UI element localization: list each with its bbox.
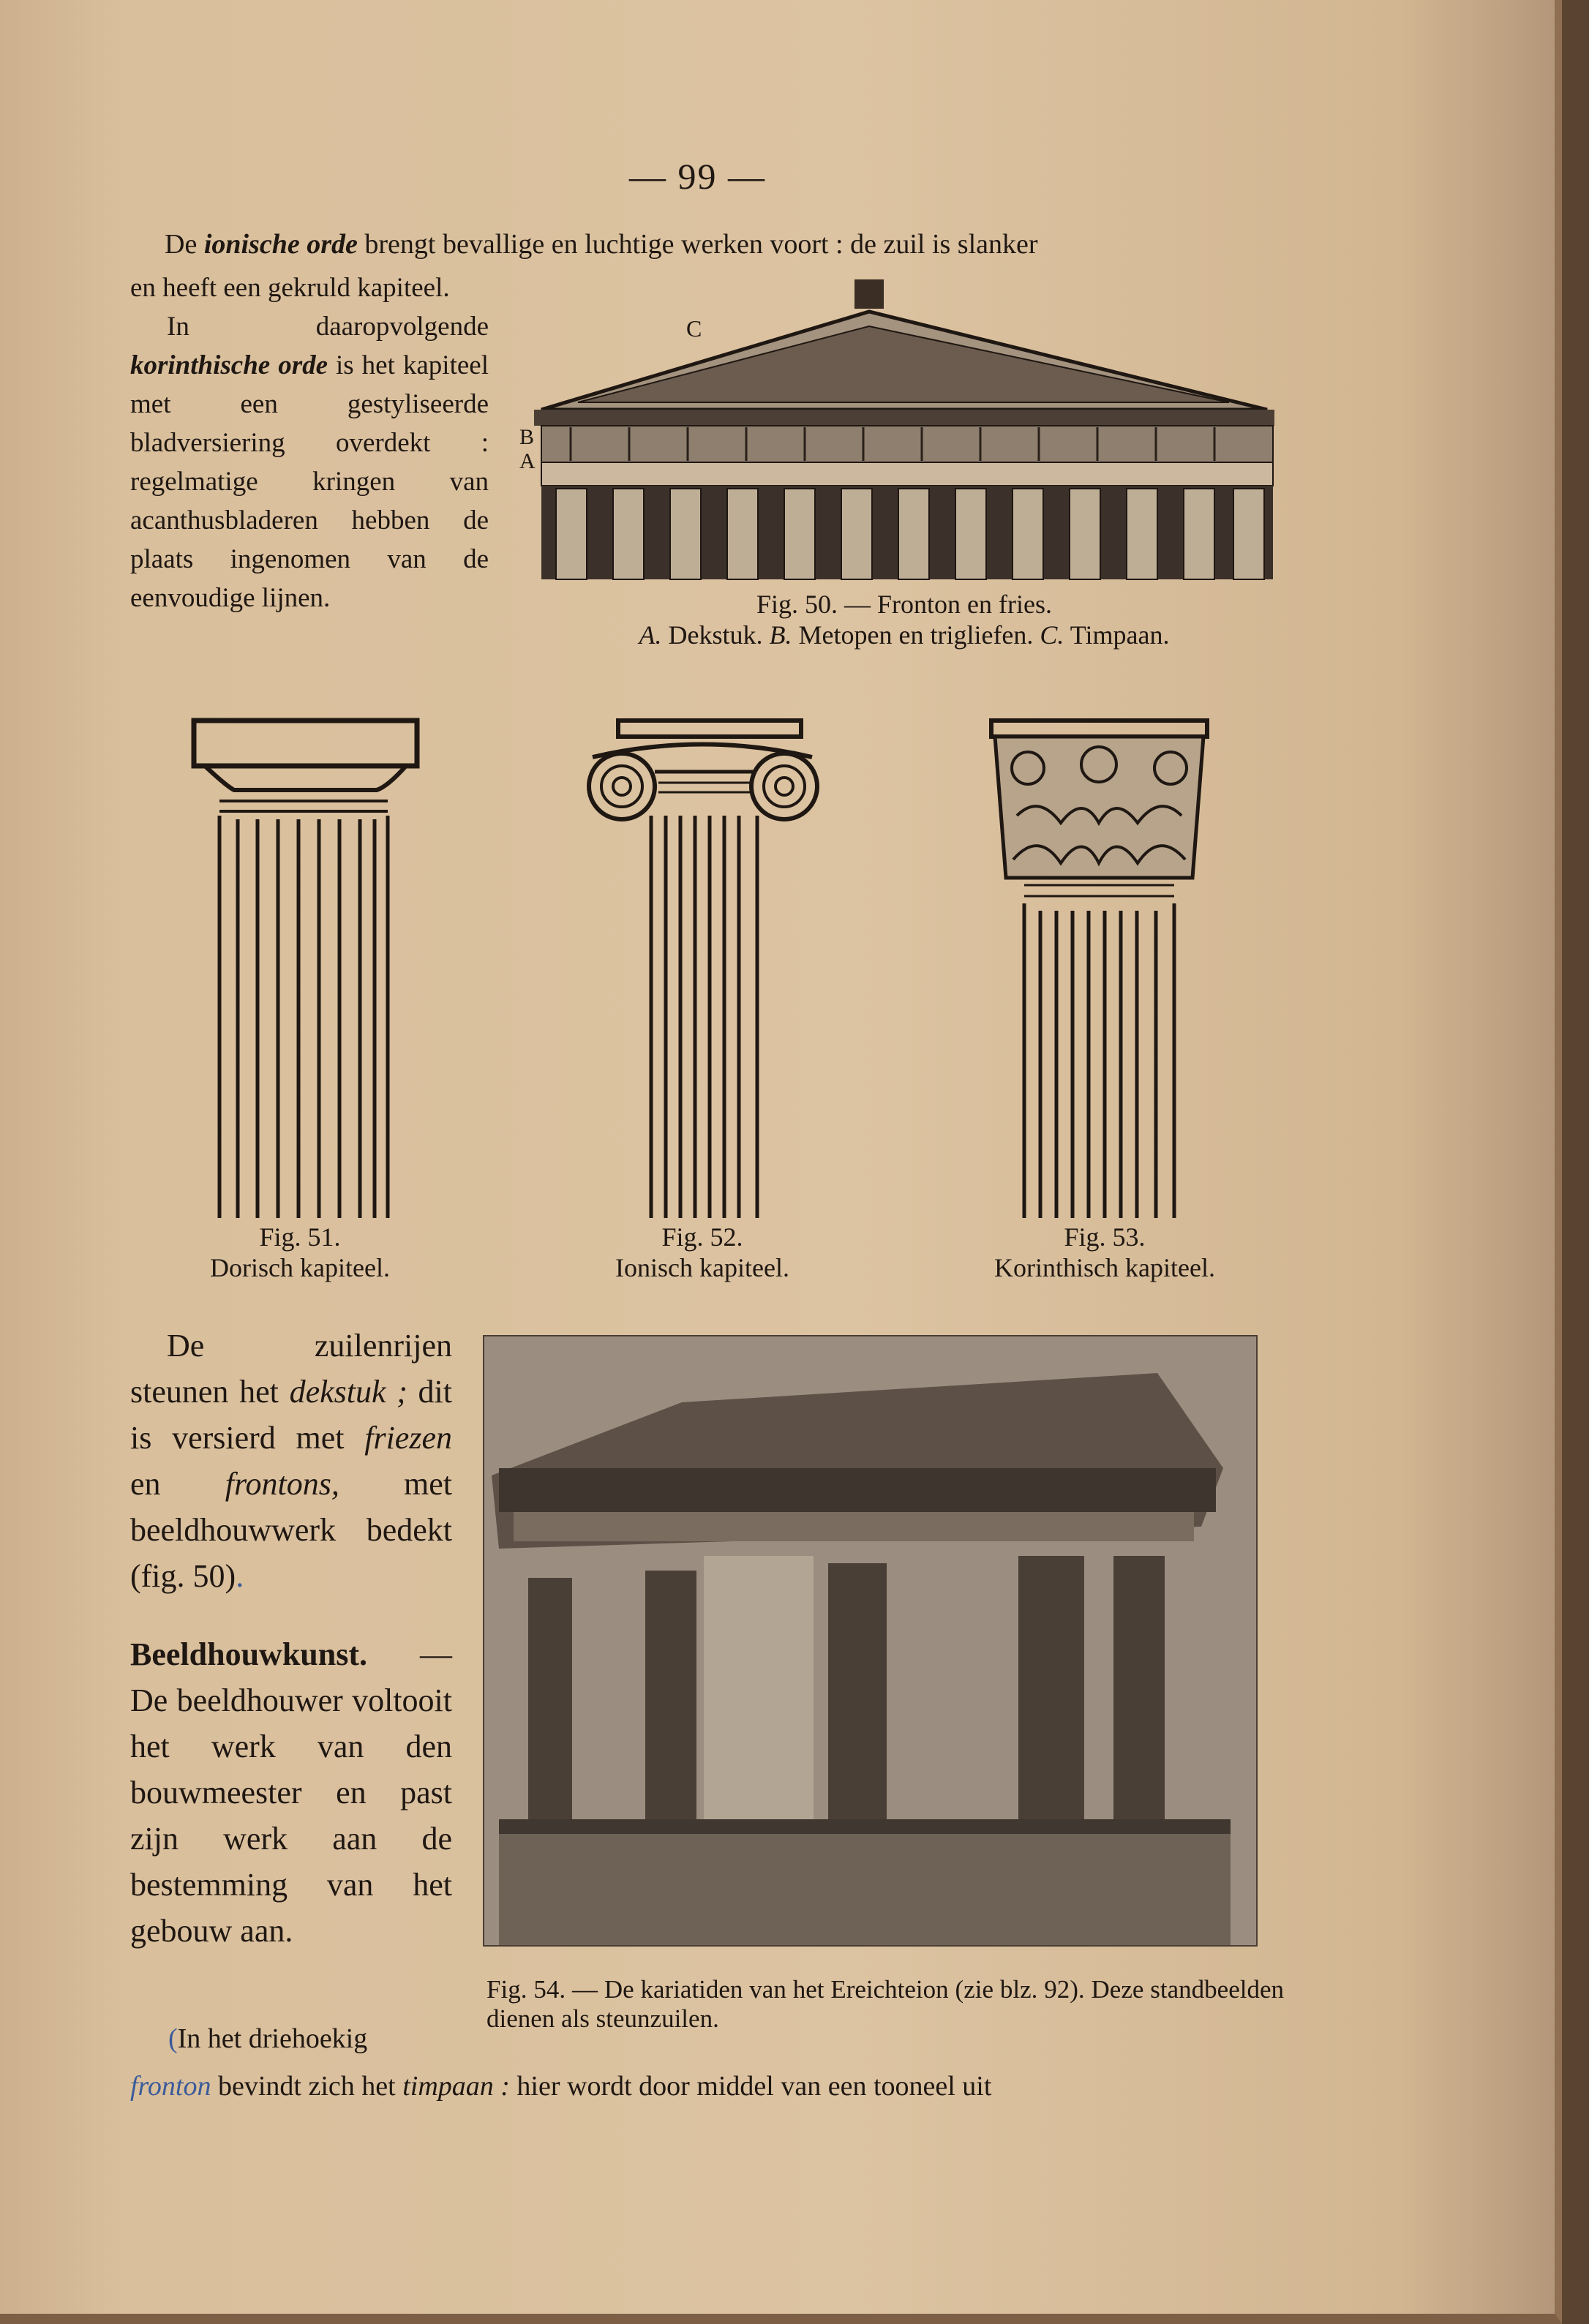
left-column-text — [130, 268, 489, 617]
caryatids-photo-drawing — [484, 1336, 1256, 1945]
pen-bracket: ( — [168, 2023, 178, 2054]
bottom-line1-text: In het driehoekig — [177, 2023, 368, 2054]
bottom-line2-suffix: hier wordt door middel van een tooneel uit — [509, 2071, 992, 2102]
columns-paragraph — [130, 1323, 452, 1599]
caryatids-photo — [483, 1335, 1258, 1947]
cap-c-text: Timpaan. — [1064, 620, 1170, 650]
sculpture-paragraph — [130, 1631, 452, 1954]
term-dekstuk: dekstuk ; — [289, 1374, 407, 1410]
sculpture-heading: Beeldhouwkunst. — [130, 1636, 368, 1672]
paragraph-ionic: en heeft een gekruld kapiteel. — [130, 273, 450, 303]
ct1: De zuilenrijen steunen het — [130, 1328, 452, 1410]
columns-paragraph-text — [130, 1323, 452, 1599]
fig51-caption — [132, 1222, 468, 1283]
label-b: B — [519, 425, 535, 449]
pen-mark: . — [236, 1558, 244, 1594]
bottom-line-2 — [130, 2070, 1286, 2102]
fig51-number: Fig. 51. — [259, 1222, 341, 1252]
handwritten-fronton: fronton — [130, 2071, 211, 2102]
cap-a: A. — [639, 620, 662, 650]
sculpture-text: — De beeldhouwer voltooit het werk van den bouwmeester en past zijn werk aan de bestemming van het gebouw aan. — [130, 1636, 452, 1949]
fig50-caption — [524, 589, 1285, 650]
fig52-number: Fig. 52. — [661, 1222, 743, 1252]
ct2: dit is versierd met — [130, 1374, 453, 1456]
p2-prefix: In daaropvolgende — [167, 312, 489, 342]
fig53-number: Fig. 53. — [1064, 1222, 1146, 1252]
cornice — [534, 410, 1274, 426]
fig52-title: Ionisch kapiteel. — [615, 1253, 789, 1282]
intro-suffix: brengt bevallige en luchtige werken voort : de zuil is slanker — [357, 229, 1038, 260]
paragraph-corinthian — [130, 307, 489, 617]
label-c: C — [686, 315, 702, 342]
fig51-title: Dorisch kapiteel. — [210, 1253, 390, 1282]
cap-b-text: Metopen en trigliefen. — [792, 620, 1040, 650]
cap-b: B. — [769, 620, 792, 650]
fig50-caption-line1: Fig. 50. — Fronton en fries. — [756, 590, 1052, 619]
fig54-caption: Fig. 54. — De kariatiden van het Ereichteion (zie blz. 92). Deze standbeelden dienen als steunzuilen. — [487, 1975, 1284, 2033]
bottom-line-1 — [168, 2023, 367, 2055]
tympanum — [578, 326, 1229, 402]
cap-c: C. — [1040, 620, 1064, 650]
fig53-title: Korinthisch kapiteel. — [994, 1253, 1215, 1282]
bottom-line2-mid: bevindt zich het — [211, 2071, 403, 2102]
temple-pediment-illustration — [519, 279, 1282, 579]
term-frontons: frontons, — [225, 1466, 339, 1502]
fig52-caption — [534, 1222, 871, 1283]
corinthian-capital-illustration — [973, 713, 1222, 1218]
term-timpaan: timpaan : — [402, 2071, 510, 2102]
label-a: A — [519, 449, 536, 473]
term-ionische-orde: ionische orde — [203, 229, 358, 260]
architrave — [541, 462, 1273, 486]
frieze — [541, 426, 1273, 462]
cap-a-text: Dekstuk. — [661, 620, 770, 650]
intro-prefix: De — [165, 229, 204, 260]
ionic-capital-illustration — [578, 713, 827, 1218]
doric-capital-illustration — [176, 713, 424, 1218]
term-korinthische-orde: korinthische orde — [130, 350, 328, 380]
acroterion-top — [854, 279, 884, 309]
fig50-caption-line2 — [524, 620, 1285, 650]
term-friezen: friezen — [364, 1420, 452, 1456]
fig53-caption — [929, 1222, 1280, 1283]
p2-suffix: is het kapiteel met een gestyliseerde bladversiering overdekt : regelmatige kringen van acanthusbladeren hebben de plaats ingenomen van de eenvoudige lijnen. — [130, 350, 489, 613]
ct4: met beeldhouwwerk bedekt (fig. 50) — [130, 1466, 453, 1594]
intro-line — [165, 228, 1284, 260]
page-number: — 99 — — [629, 156, 766, 197]
ct3: en — [130, 1466, 225, 1502]
sculpture-paragraph-text — [130, 1631, 452, 1954]
